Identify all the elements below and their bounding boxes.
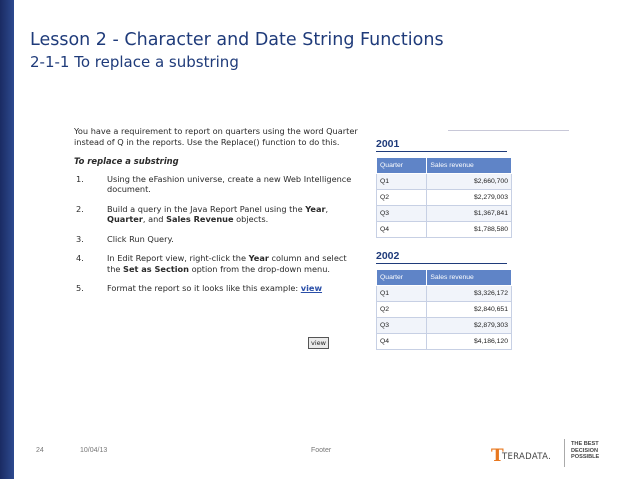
cell-quarter: Q3 <box>377 206 427 222</box>
cell-revenue: $2,879,303 <box>427 318 512 334</box>
logo-divider <box>564 439 565 467</box>
revenue-table-2002 <box>376 269 512 350</box>
column-header-quarter: Quarter <box>377 270 427 286</box>
step-number: 4. <box>76 253 84 263</box>
cell-revenue: $2,840,651 <box>427 302 512 318</box>
cell-revenue: $4,186,120 <box>427 334 512 350</box>
slide-subtitle: 2-1-1 To replace a substring <box>30 53 239 71</box>
step-number: 3. <box>76 233 84 244</box>
table-row <box>377 302 512 318</box>
footer-label: Footer <box>311 447 332 454</box>
cell-quarter: Q4 <box>377 334 427 350</box>
teradata-logo <box>491 442 553 466</box>
cell-revenue: $3,326,172 <box>427 286 512 302</box>
step-text: Click Run Query. <box>107 233 174 244</box>
slide-title: Lesson 2 - Character and Date String Functions <box>30 30 444 50</box>
table-row <box>377 190 512 206</box>
step-text: Using the eFashion universe, create a new Web Intelligence document. <box>107 173 352 194</box>
step-3 <box>74 234 359 245</box>
intro-text: You have a requirement to report on quarters using the word Quarter instead of Q in the reports. Use the Replace() function to do this. <box>74 126 358 147</box>
cell-quarter: Q2 <box>377 190 427 206</box>
step-1 <box>74 174 359 195</box>
logo-wordmark: TERADATA. <box>502 452 552 462</box>
cell-quarter: Q1 <box>377 174 427 190</box>
report-section-2001 <box>376 138 512 238</box>
table-header-row <box>377 158 512 174</box>
section-year: 2001 <box>376 138 507 152</box>
table-row <box>377 286 512 302</box>
logo-initial: T <box>491 446 504 466</box>
cell-quarter: Q2 <box>377 302 427 318</box>
step-2 <box>74 204 359 225</box>
step-number: 2. <box>76 203 84 214</box>
report-section-2002 <box>376 250 512 350</box>
step-text: In Edit Report view, right-click the Year column and select the Set as Section option from the drop-down menu. <box>107 253 347 274</box>
column-header-revenue: Sales revenue <box>427 270 512 286</box>
left-accent-bar <box>0 0 14 479</box>
cell-revenue: $2,660,700 <box>427 174 512 190</box>
table-row <box>377 334 512 350</box>
cell-quarter: Q1 <box>377 286 427 302</box>
footer-date: 10/04/13 <box>80 447 108 454</box>
page-number: 24 <box>36 447 44 454</box>
step-5 <box>74 283 359 294</box>
cell-quarter: Q4 <box>377 222 427 238</box>
procedure-title: To replace a substring <box>74 156 179 166</box>
instruction-panel <box>74 126 359 303</box>
cell-quarter: Q3 <box>377 318 427 334</box>
cell-revenue: $2,279,003 <box>427 190 512 206</box>
table-row <box>377 174 512 190</box>
column-header-revenue: Sales revenue <box>427 158 512 174</box>
step-text: Format the report so it looks like this example: view <box>107 283 323 293</box>
table-row <box>377 318 512 334</box>
section-year: 2002 <box>376 250 507 264</box>
column-header-quarter: Quarter <box>377 158 427 174</box>
step-4 <box>74 253 359 274</box>
cell-revenue: $1,367,841 <box>427 206 512 222</box>
table-row <box>377 222 512 238</box>
step-text: Build a query in the Java Report Panel using the Year, Quarter, and Sales Revenue objects. <box>107 203 329 224</box>
view-button[interactable]: view <box>308 337 329 349</box>
cell-revenue: $1,788,580 <box>427 222 512 238</box>
divider-line <box>448 130 569 131</box>
view-link[interactable]: view <box>300 283 323 293</box>
step-number: 1. <box>76 173 84 184</box>
brand-tagline: THE BEST DECISION POSSIBLE <box>571 441 600 460</box>
step-number: 5. <box>76 283 84 293</box>
table-row <box>377 206 512 222</box>
table-header-row <box>377 270 512 286</box>
revenue-table-2001 <box>376 157 512 238</box>
